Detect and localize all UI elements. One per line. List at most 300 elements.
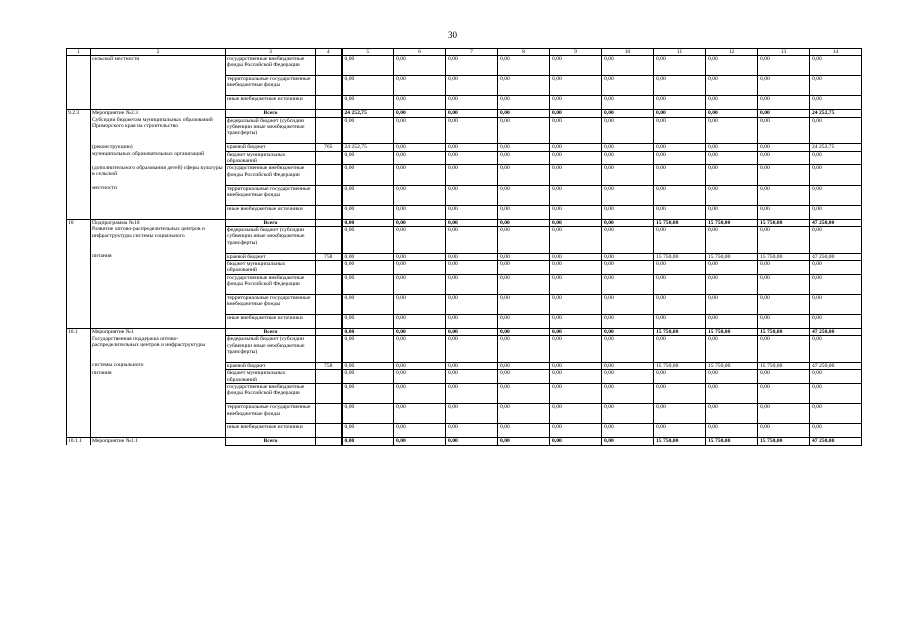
amount-cell: 0,00 [498, 205, 550, 219]
program-name-cell: системы социального [91, 362, 226, 369]
amount-cell: 0,00 [810, 404, 862, 424]
amount-cell: 0,00 [394, 144, 446, 151]
funding-source-cell: территориальные государственные внебюджетные фонды [226, 76, 316, 96]
column-header: 7 [446, 49, 498, 56]
budget-code-cell [316, 336, 342, 363]
amount-cell: 15 750,00 [758, 362, 810, 369]
amount-cell: 0,00 [498, 151, 550, 165]
table-row [67, 185, 862, 205]
amount-cell: 0,00 [342, 253, 394, 260]
funding-source-cell: иные внебюджетные источники [226, 315, 316, 329]
column-header: 8 [498, 49, 550, 56]
amount-cell: 0,00 [810, 117, 862, 144]
amount-cell: 0,00 [446, 110, 498, 117]
amount-cell: 0,00 [758, 76, 810, 96]
amount-cell: 0,00 [394, 260, 446, 274]
amount-cell: 0,00 [758, 185, 810, 205]
amount-cell: 0,00 [498, 253, 550, 260]
program-name-cell: муниципальных образовательных организаций [91, 151, 226, 165]
column-header: 13 [758, 49, 810, 56]
budget-code-cell [316, 165, 342, 185]
amount-cell: 0,00 [550, 226, 602, 253]
budget-code-cell [316, 96, 342, 110]
amount-cell: 0,00 [394, 96, 446, 110]
table-row [67, 424, 862, 438]
budget-code-cell [316, 424, 342, 438]
amount-cell: 0,00 [706, 117, 758, 144]
column-header: 5 [342, 49, 394, 56]
amount-cell: 24 252,75 [810, 110, 862, 117]
amount-cell: 24 252,75 [810, 144, 862, 151]
amount-cell: 0,00 [706, 274, 758, 294]
amount-cell: 0,00 [602, 384, 654, 404]
program-name-cell [91, 96, 226, 110]
amount-cell: 15 750,00 [706, 328, 758, 335]
amount-cell: 0,00 [550, 274, 602, 294]
amount-cell: 0,00 [810, 56, 862, 76]
amount-cell: 0,00 [498, 76, 550, 96]
amount-cell: 0,00 [394, 274, 446, 294]
amount-cell: 0,00 [550, 56, 602, 76]
budget-code-cell: 765 [316, 144, 342, 151]
amount-cell: 0,00 [706, 151, 758, 165]
program-name-cell: Мероприятие №1.1 [91, 438, 226, 445]
amount-cell: 0,00 [394, 438, 446, 445]
amount-cell: 0,00 [706, 226, 758, 253]
amount-cell: 0,00 [810, 151, 862, 165]
amount-cell: 0,00 [810, 336, 862, 363]
amount-cell: 0,00 [758, 144, 810, 151]
amount-cell: 0,00 [758, 165, 810, 185]
budget-code-cell [316, 384, 342, 404]
column-header: 4 [316, 49, 342, 56]
amount-cell: 0,00 [498, 144, 550, 151]
amount-cell: 0,00 [654, 315, 706, 329]
amount-cell: 0,00 [446, 165, 498, 185]
row-number-cell [67, 274, 91, 294]
amount-cell: 0,00 [602, 336, 654, 363]
funding-source-cell: федеральный бюджет (субсидии субвенции иные межбюджетные трансферты) [226, 336, 316, 363]
amount-cell: 0,00 [810, 165, 862, 185]
row-number-cell: 10.1 [67, 328, 91, 335]
amount-cell: 0,00 [498, 117, 550, 144]
row-number-cell [67, 76, 91, 96]
amount-cell: 0,00 [498, 362, 550, 369]
amount-cell: 0,00 [550, 96, 602, 110]
amount-cell: 0,00 [758, 110, 810, 117]
program-name-cell: Мероприятие №2.3 [91, 110, 226, 117]
budget-code-cell [316, 117, 342, 144]
amount-cell: 0,00 [446, 294, 498, 314]
program-name-cell [91, 404, 226, 424]
amount-cell: 0,00 [758, 205, 810, 219]
funding-source-cell: бюджет муниципальных образований [226, 370, 316, 384]
budget-code-cell [316, 438, 342, 445]
row-number-cell [67, 56, 91, 76]
amount-cell: 0,00 [446, 362, 498, 369]
amount-cell: 0,00 [550, 110, 602, 117]
row-number-cell [67, 144, 91, 151]
amount-cell: 0,00 [602, 260, 654, 274]
amount-cell: 0,00 [810, 424, 862, 438]
amount-cell: 0,00 [446, 219, 498, 226]
column-header: 12 [706, 49, 758, 56]
funding-source-cell: государственные внебюджетные фонды Российской Федерации [226, 56, 316, 76]
amount-cell: 0,00 [654, 384, 706, 404]
amount-cell: 0,00 [602, 96, 654, 110]
column-header: 10 [602, 49, 654, 56]
amount-cell: 0,00 [550, 384, 602, 404]
program-name-cell: Подпрограмма №10 [91, 219, 226, 226]
table-row [67, 165, 862, 185]
amount-cell: 0,00 [654, 56, 706, 76]
row-number-cell [67, 404, 91, 424]
amount-cell: 0,00 [810, 384, 862, 404]
amount-cell: 0,00 [498, 328, 550, 335]
amount-cell: 0,00 [498, 260, 550, 274]
row-number-cell: 10.1.1 [67, 438, 91, 445]
amount-cell: 0,00 [654, 226, 706, 253]
amount-cell: 0,00 [602, 205, 654, 219]
amount-cell: 0,00 [342, 185, 394, 205]
amount-cell: 0,00 [758, 226, 810, 253]
table-row [67, 110, 862, 117]
amount-cell: 0,00 [654, 117, 706, 144]
funding-source-cell: государственные внебюджетные фонды Российской Федерации [226, 274, 316, 294]
amount-cell: 0,00 [654, 165, 706, 185]
amount-cell: 0,00 [550, 253, 602, 260]
column-header: 1 [67, 49, 91, 56]
budget-code-cell [316, 56, 342, 76]
amount-cell: 0,00 [446, 315, 498, 329]
amount-cell: 0,00 [810, 274, 862, 294]
amount-cell: 0,00 [654, 424, 706, 438]
amount-cell: 24 252,75 [342, 110, 394, 117]
amount-cell: 0,00 [706, 185, 758, 205]
amount-cell: 0,00 [394, 424, 446, 438]
funding-source-cell: федеральный бюджет (субсидии субвенции иные межбюджетные трансферты) [226, 226, 316, 253]
program-name-cell [91, 294, 226, 314]
program-name-cell [91, 274, 226, 294]
amount-cell: 0,00 [602, 328, 654, 335]
table-row [67, 253, 862, 260]
column-header: 2 [91, 49, 226, 56]
amount-cell: 0,00 [550, 151, 602, 165]
amount-cell: 0,00 [550, 424, 602, 438]
amount-cell: 0,00 [602, 219, 654, 226]
program-name-cell [91, 260, 226, 274]
amount-cell: 0,00 [498, 56, 550, 76]
amount-cell: 0,00 [342, 76, 394, 96]
amount-cell: 15 750,00 [758, 253, 810, 260]
row-number-cell [67, 362, 91, 369]
amount-cell: 0,00 [394, 336, 446, 363]
amount-cell: 0,00 [758, 117, 810, 144]
amount-cell: 0,00 [342, 96, 394, 110]
amount-cell: 0,00 [758, 370, 810, 384]
budget-code-cell [316, 260, 342, 274]
amount-cell: 0,00 [706, 294, 758, 314]
amount-cell: 0,00 [394, 226, 446, 253]
amount-cell: 0,00 [446, 253, 498, 260]
amount-cell: 0,00 [498, 219, 550, 226]
table-row [67, 362, 862, 369]
amount-cell: 47 250,00 [810, 362, 862, 369]
amount-cell: 0,00 [498, 384, 550, 404]
amount-cell: 0,00 [550, 362, 602, 369]
program-name-cell: местности [91, 185, 226, 205]
table-row [67, 260, 862, 274]
amount-cell: 0,00 [810, 76, 862, 96]
amount-cell: 0,00 [602, 110, 654, 117]
funding-source-cell: территориальные государственные внебюджетные фонды [226, 185, 316, 205]
amount-cell: 0,00 [498, 110, 550, 117]
amount-cell: 15 750,00 [758, 438, 810, 445]
amount-cell: 47 250,00 [810, 328, 862, 335]
amount-cell: 0,00 [602, 253, 654, 260]
amount-cell: 0,00 [342, 205, 394, 219]
row-number-cell [67, 260, 91, 274]
amount-cell: 15 750,00 [654, 219, 706, 226]
amount-cell: 0,00 [498, 336, 550, 363]
amount-cell: 0,00 [446, 370, 498, 384]
amount-cell: 0,00 [550, 205, 602, 219]
amount-cell: 0,00 [654, 205, 706, 219]
amount-cell: 0,00 [810, 260, 862, 274]
budget-code-cell: 758 [316, 362, 342, 369]
amount-cell: 0,00 [342, 424, 394, 438]
program-name-cell: (дополнительного образования детей) сферы культуры в сельской [91, 165, 226, 185]
amount-cell: 0,00 [758, 274, 810, 294]
amount-cell: 0,00 [706, 205, 758, 219]
amount-cell: 47 250,00 [810, 219, 862, 226]
amount-cell: 0,00 [602, 226, 654, 253]
funding-source-cell: Всего [226, 328, 316, 335]
amount-cell: 0,00 [706, 96, 758, 110]
amount-cell: 0,00 [342, 336, 394, 363]
amount-cell: 0,00 [342, 56, 394, 76]
amount-cell: 0,00 [394, 370, 446, 384]
amount-cell: 0,00 [602, 185, 654, 205]
amount-cell: 0,00 [446, 336, 498, 363]
amount-cell: 0,00 [602, 56, 654, 76]
program-name-cell: Развитие оптово-распределительных центров и инфраструктуры системы социального [91, 226, 226, 253]
budget-code-cell [316, 328, 342, 335]
amount-cell: 0,00 [498, 274, 550, 294]
amount-cell: 0,00 [706, 384, 758, 404]
program-name-cell: сельской местности [91, 56, 226, 76]
amount-cell: 0,00 [550, 219, 602, 226]
table-row [67, 404, 862, 424]
program-name-cell [91, 76, 226, 96]
funding-source-cell: Всего [226, 110, 316, 117]
row-number-cell [67, 424, 91, 438]
row-number-cell [67, 117, 91, 144]
amount-cell: 0,00 [394, 315, 446, 329]
amount-cell: 0,00 [446, 76, 498, 96]
amount-cell: 0,00 [706, 76, 758, 96]
amount-cell: 0,00 [706, 315, 758, 329]
amount-cell: 0,00 [758, 315, 810, 329]
program-name-cell: (реконструкцию) [91, 144, 226, 151]
table-row [67, 76, 862, 96]
amount-cell: 15 750,00 [654, 362, 706, 369]
amount-cell: 15 750,00 [706, 362, 758, 369]
funding-source-cell: бюджет муниципальных образований [226, 260, 316, 274]
table-row [67, 384, 862, 404]
amount-cell: 0,00 [602, 438, 654, 445]
row-number-cell [67, 253, 91, 260]
amount-cell: 0,00 [550, 117, 602, 144]
amount-cell: 0,00 [446, 328, 498, 335]
amount-cell: 0,00 [498, 315, 550, 329]
amount-cell: 0,00 [550, 328, 602, 335]
amount-cell: 0,00 [810, 185, 862, 205]
amount-cell: 0,00 [446, 384, 498, 404]
amount-cell: 0,00 [602, 315, 654, 329]
amount-cell: 0,00 [602, 424, 654, 438]
amount-cell: 0,00 [758, 384, 810, 404]
row-number-cell [67, 185, 91, 205]
amount-cell: 0,00 [654, 151, 706, 165]
program-name-cell [91, 384, 226, 404]
budget-code-cell [316, 274, 342, 294]
funding-source-cell: иные внебюджетные источники [226, 205, 316, 219]
amount-cell: 0,00 [550, 438, 602, 445]
program-name-cell [91, 205, 226, 219]
amount-cell: 0,00 [446, 96, 498, 110]
amount-cell: 0,00 [446, 185, 498, 205]
amount-cell: 0,00 [550, 404, 602, 424]
amount-cell: 47 250,00 [810, 438, 862, 445]
amount-cell: 0,00 [394, 117, 446, 144]
funding-source-cell: федеральный бюджет (субсидии субвенции иные межбюджетные трансферты) [226, 117, 316, 144]
budget-code-cell [316, 110, 342, 117]
amount-cell: 0,00 [550, 260, 602, 274]
budget-code-cell [316, 219, 342, 226]
row-number-cell [67, 96, 91, 110]
amount-cell: 0,00 [706, 260, 758, 274]
amount-cell: 15 750,00 [706, 253, 758, 260]
row-number-cell [67, 151, 91, 165]
amount-cell: 0,00 [498, 96, 550, 110]
row-number-cell [67, 315, 91, 329]
amount-cell: 0,00 [342, 274, 394, 294]
budget-code-cell [316, 370, 342, 384]
amount-cell: 0,00 [810, 294, 862, 314]
amount-cell: 0,00 [602, 362, 654, 369]
table-row [67, 315, 862, 329]
row-number-cell: 9.2.3 [67, 110, 91, 117]
amount-cell: 0,00 [706, 404, 758, 424]
amount-cell: 0,00 [498, 226, 550, 253]
amount-cell: 0,00 [342, 328, 394, 335]
program-name-cell: питания [91, 370, 226, 384]
amount-cell: 0,00 [602, 151, 654, 165]
budget-code-cell [316, 294, 342, 314]
amount-cell: 0,00 [758, 424, 810, 438]
table-row [67, 294, 862, 314]
table-row [67, 438, 862, 445]
amount-cell: 15 750,00 [654, 253, 706, 260]
table-row [67, 226, 862, 253]
amount-cell: 0,00 [342, 294, 394, 314]
amount-cell: 0,00 [342, 226, 394, 253]
amount-cell: 0,00 [446, 144, 498, 151]
amount-cell: 0,00 [394, 362, 446, 369]
budget-code-cell [316, 226, 342, 253]
amount-cell: 0,00 [810, 205, 862, 219]
amount-cell: 0,00 [706, 165, 758, 185]
amount-cell: 0,00 [446, 404, 498, 424]
amount-cell: 0,00 [394, 328, 446, 335]
amount-cell: 0,00 [602, 274, 654, 294]
amount-cell: 0,00 [810, 370, 862, 384]
amount-cell: 0,00 [342, 219, 394, 226]
budget-code-cell [316, 151, 342, 165]
page-number: 30 [448, 30, 457, 40]
amount-cell: 0,00 [498, 404, 550, 424]
funding-source-cell: краевой бюджет [226, 253, 316, 260]
table-row [67, 56, 862, 76]
row-number-cell: 10 [67, 219, 91, 226]
table-row [67, 144, 862, 151]
amount-cell: 0,00 [342, 315, 394, 329]
funding-source-cell: иные внебюджетные источники [226, 96, 316, 110]
amount-cell: 0,00 [394, 404, 446, 424]
funding-source-cell: территориальные государственные внебюджетные фонды [226, 294, 316, 314]
program-name-cell: Государственная поддержка оптово-распределительных центров и инфраструктуры [91, 336, 226, 363]
amount-cell: 0,00 [498, 165, 550, 185]
budget-code-cell: 758 [316, 253, 342, 260]
amount-cell: 0,00 [342, 151, 394, 165]
row-number-cell [67, 205, 91, 219]
amount-cell: 15 750,00 [758, 219, 810, 226]
program-name-cell [91, 424, 226, 438]
funding-source-cell: государственные внебюджетные фонды Российской Федерации [226, 165, 316, 185]
amount-cell: 0,00 [394, 110, 446, 117]
amount-cell: 0,00 [342, 384, 394, 404]
amount-cell: 0,00 [706, 56, 758, 76]
amount-cell: 0,00 [602, 76, 654, 96]
amount-cell: 0,00 [394, 76, 446, 96]
amount-cell: 0,00 [654, 370, 706, 384]
amount-cell: 0,00 [706, 144, 758, 151]
row-number-cell [67, 294, 91, 314]
amount-cell: 0,00 [654, 185, 706, 205]
amount-cell: 0,00 [498, 185, 550, 205]
amount-cell: 0,00 [394, 185, 446, 205]
amount-cell: 0,00 [498, 438, 550, 445]
amount-cell: 0,00 [394, 205, 446, 219]
amount-cell: 0,00 [654, 274, 706, 294]
budget-code-cell [316, 76, 342, 96]
funding-source-cell: бюджет муниципальных образований [226, 151, 316, 165]
amount-cell: 0,00 [602, 144, 654, 151]
amount-cell: 0,00 [394, 294, 446, 314]
amount-cell: 0,00 [446, 424, 498, 438]
budget-code-cell [316, 404, 342, 424]
program-name-cell: Мероприятие №1 [91, 328, 226, 335]
amount-cell: 0,00 [654, 76, 706, 96]
program-name-cell: Субсидии бюджетам муниципальных образований Приморского края на строительство [91, 117, 226, 144]
amount-cell: 0,00 [810, 96, 862, 110]
table-row [67, 151, 862, 165]
funding-source-cell: территориальные государственные внебюджетные фонды [226, 404, 316, 424]
budget-code-cell [316, 185, 342, 205]
amount-cell: 15 750,00 [758, 328, 810, 335]
amount-cell: 0,00 [446, 274, 498, 294]
